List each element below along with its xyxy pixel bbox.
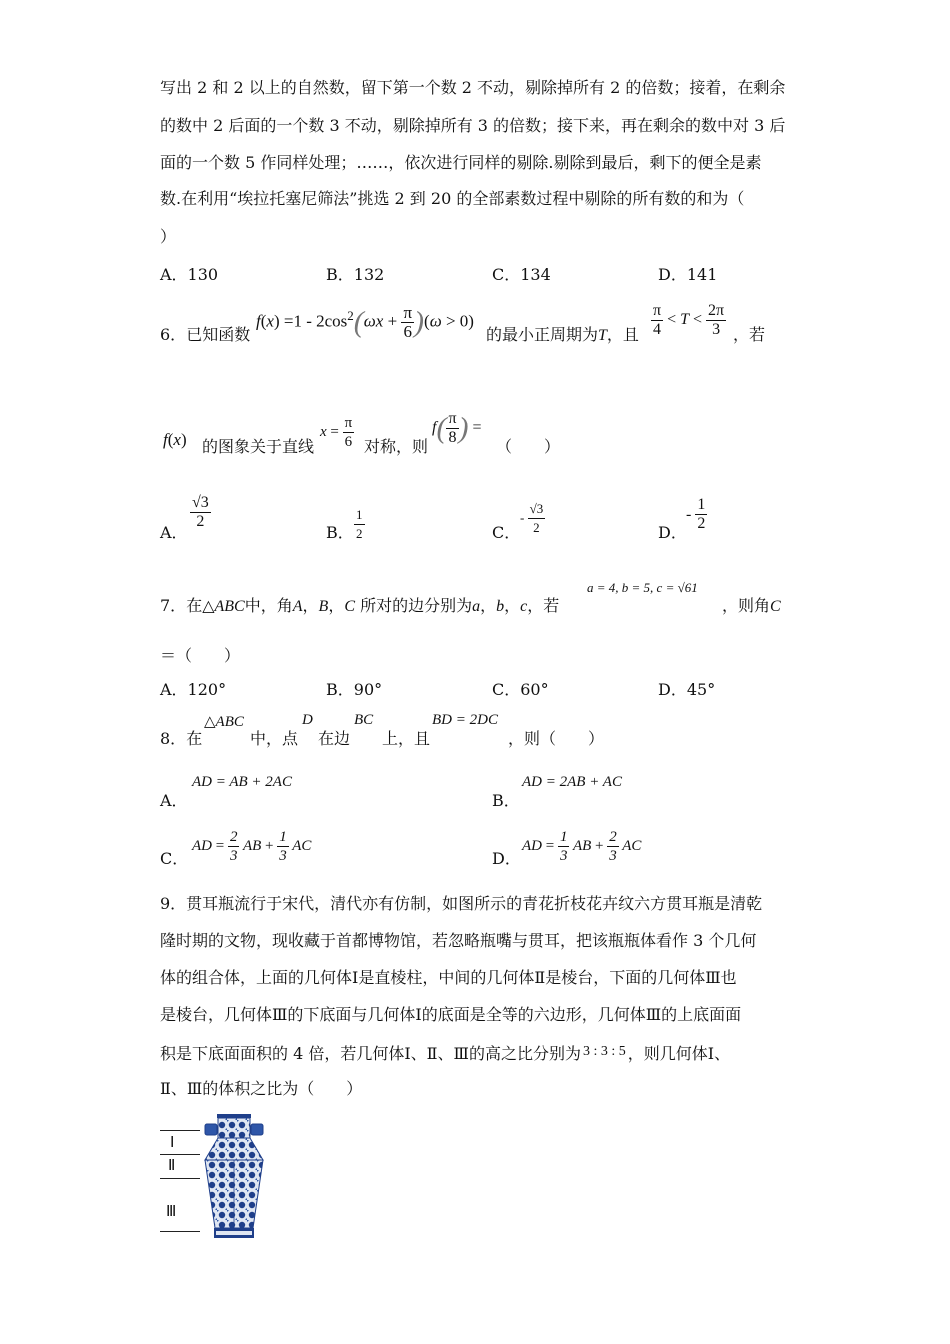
q5-option-a: A．130 xyxy=(160,265,219,284)
q9-line-4: 是棱台，几何体Ⅲ的下底面与几何体Ⅰ的底面是全等的六边形，几何体Ⅲ的上底面面 xyxy=(160,1005,742,1024)
q5-option-c: C．134 xyxy=(492,265,551,284)
q9-line-6: Ⅱ、Ⅲ的体积之比为（ ） xyxy=(160,1079,363,1098)
marker-line-4 xyxy=(160,1231,200,1232)
q7-option-b: B．90° xyxy=(326,680,383,699)
q7-text: 7．在△ABC中，角A，B，C 所对的边分别为a，b，c，若 xyxy=(160,596,560,615)
q8-option-c-expr: AD = $\frac{2}{3}$ AB + $\frac{1}{3}$ AC xyxy=(192,829,312,864)
q6-symmetry-line: x = $\frac{\pi}{6}$ xyxy=(320,415,353,450)
q6-text-if: ，若 xyxy=(733,325,766,344)
q7-blank: ＝（ ） xyxy=(160,646,241,665)
q5-line-2: 的数中 2 后面的一个数 3 不动，剔除掉所有 3 的倍数；接下来，再在剩余的数中对 3 后 xyxy=(160,116,786,135)
q8-option-d-label: D． xyxy=(492,849,521,868)
q6-target-value: f( $\frac{\pi}{8}$ ) = xyxy=(432,410,482,446)
q6-option-b-label: B． xyxy=(326,523,354,542)
q5-line-3: 面的一个数 5 作同样处理；……，依次进行同样的剔除.剔除到最后，剩下的便全是素 xyxy=(160,153,762,172)
q8-triangle: △ABC xyxy=(204,714,244,730)
marker-line-3 xyxy=(160,1178,200,1179)
q8-text-and: 上，且 xyxy=(382,729,431,748)
q6-option-c-label: C． xyxy=(492,523,521,542)
q7-option-d: D．45° xyxy=(658,680,716,699)
q6-blank: （ ） xyxy=(496,437,561,456)
q5-option-d: D．141 xyxy=(658,265,718,284)
q6-option-c-value: - $\frac{√3}{2}$ xyxy=(520,501,544,535)
q8-option-a-label: A． xyxy=(160,791,188,810)
q8-text-then: ，则（ ） xyxy=(508,729,605,748)
q8-text-point: 中，点 xyxy=(250,729,299,748)
marker-line-1 xyxy=(160,1130,200,1131)
q8-option-b-expr: AD = 2AB + AC xyxy=(522,774,622,790)
q6-function-formula: $f(x) =1 - 2\cos^2(\omega x$ + $\frac{\pi}{6}$ )(ω > 0) xyxy=(256,303,474,341)
q9-line-1: 9．贯耳瓶流行于宋代，清代亦有仿制，如图所示的青花折枝花卉纹六方贯耳瓶是清乾 xyxy=(160,894,763,913)
marker-ii: Ⅱ xyxy=(168,1158,176,1174)
q6-option-a-value: $\frac{√3}{2}$ xyxy=(192,494,209,530)
q8-option-a-expr: AD = AB + 2AC xyxy=(192,774,292,790)
q8-condition: BD = 2DC xyxy=(432,712,498,728)
q8-option-b-label: B． xyxy=(492,791,520,810)
q7-text-end: ，则角C xyxy=(722,596,781,615)
q6-text-then: 对称，则 xyxy=(364,437,429,456)
q9-line-3: 体的组合体，上面的几何体Ⅰ是直棱柱，中间的几何体Ⅱ是棱台，下面的几何体Ⅲ也 xyxy=(160,968,737,987)
q8-number: 8．在 xyxy=(160,729,203,748)
q9-line-2: 隆时期的文物，现收藏于首都博物馆，若忽略瓶嘴与贯耳，把该瓶瓶体看作 3 个几何 xyxy=(160,931,757,950)
q8-option-d-expr: AD = $\frac{1}{3}$ AB + $\frac{2}{3}$ AC xyxy=(522,829,642,864)
marker-i: Ⅰ xyxy=(170,1135,175,1151)
q5-line-4: 数.在利用“埃拉托塞尼筛法”挑选 2 到 20 的全部素数过程中剔除的所有数的和为（ xyxy=(160,189,745,208)
q5-line-1: 写出 2 和 2 以上的自然数，留下第一个数 2 不动，剔除掉所有 2 的倍数；接着，在剩余 xyxy=(160,78,786,97)
q6-period-inequality: $\frac{\pi}{4}$ < T < $\frac{2\pi}{3}$ xyxy=(653,302,725,338)
q9-height-ratio: 3 : 3 : 5 xyxy=(582,1044,626,1059)
q6-option-d-label: D． xyxy=(658,523,687,542)
marker-iii: Ⅲ xyxy=(166,1204,177,1220)
q8-point-d: D xyxy=(302,712,313,728)
q6-option-b-value: $\frac{1}{2}$ xyxy=(356,507,363,541)
q7-given-values: a = 4, b = 5, c = √61 xyxy=(587,580,698,595)
q6-text-period: 的最小正周期为T，且 xyxy=(486,325,639,344)
q7-option-c: C．60° xyxy=(492,680,549,699)
q8-edge-bc: BC xyxy=(354,712,374,728)
q6-option-a-label: A． xyxy=(160,523,188,542)
q7-option-a: A．120° xyxy=(160,680,227,699)
q5-line-5: ） xyxy=(160,227,177,246)
q5-option-b: B．132 xyxy=(326,265,385,284)
q6-number: 6．已知函数 xyxy=(160,325,251,344)
q8-option-c-label: C． xyxy=(160,849,189,868)
vase-image xyxy=(197,1110,271,1244)
q9-line-5: 积是下底面面积的 4 倍，若几何体Ⅰ、Ⅱ、Ⅲ的高之比分别为 3 : 3 : 5 ，则几何体Ⅰ、 xyxy=(160,1044,731,1063)
q6-fx-symbol: f(x) xyxy=(163,430,187,449)
q6-option-d-value: - $\frac{1}{2}$ xyxy=(686,496,706,532)
q6-text-symmetric: 的图象关于直线 xyxy=(202,437,315,456)
q8-text-edge: 在边 xyxy=(318,729,351,748)
marker-line-2 xyxy=(160,1154,200,1155)
